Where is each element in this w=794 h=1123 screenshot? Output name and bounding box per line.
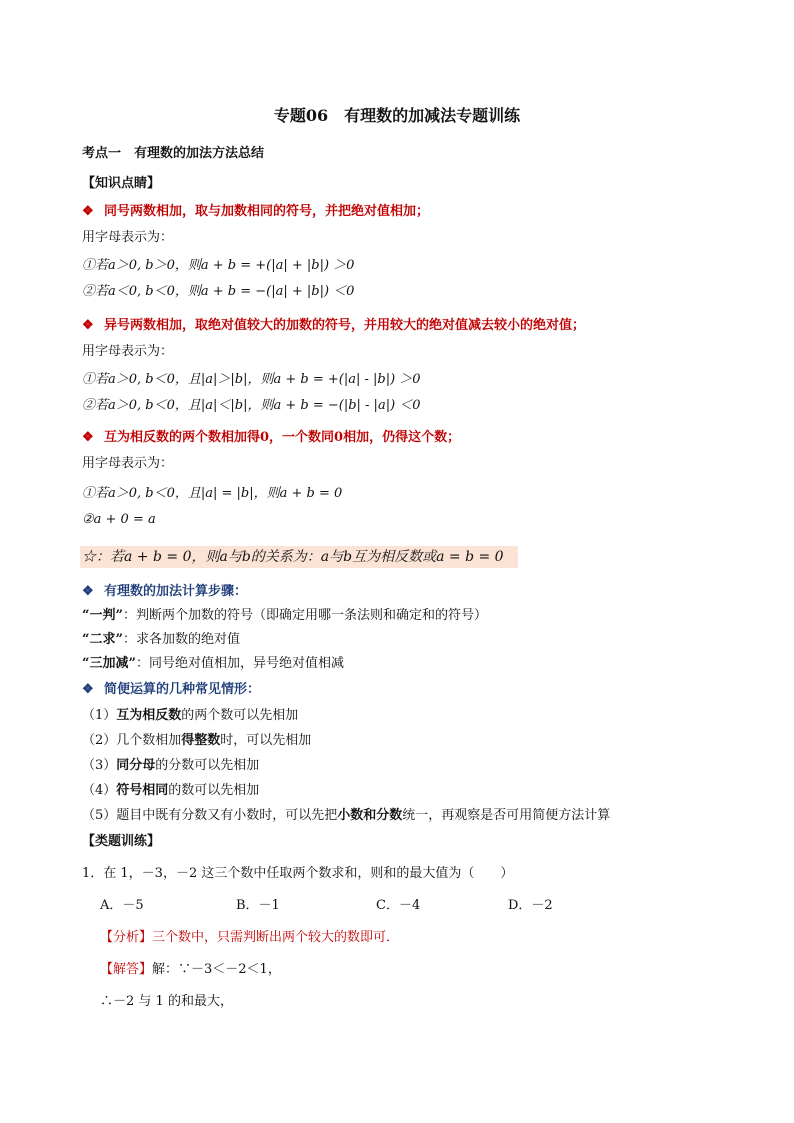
shortcut-bold: 符号相同 <box>116 783 169 798</box>
rule-1-intro: 用字母表示为： <box>82 230 174 245</box>
option-d: D．－2 <box>508 898 553 913</box>
step-label: “三加减” <box>82 656 136 671</box>
shortcut-post: 统一，再观察是否可用简便方法计算 <box>402 808 611 823</box>
shortcut-bold: 同分母 <box>116 758 156 773</box>
rule-2-intro: 用字母表示为： <box>82 344 174 359</box>
step-label: “二求” <box>82 632 123 647</box>
analysis-row <box>100 928 399 948</box>
rule-2-line-2: ②若a＞0, b＜0，且|a|＜|b|，则a + b = −(|b| - |a|) ＜0 <box>82 398 421 413</box>
solution-text: 解：∵－3＜－2＜1， <box>152 962 281 977</box>
rule-3-heading: 互为相反数的两个数相加得0，一个数同0相加，仍得这个数； <box>104 430 461 445</box>
rule-3-heading-row <box>82 428 460 448</box>
step-1 <box>82 606 487 626</box>
diamond-bullet-icon: ❖ <box>82 584 94 599</box>
shortcut-post: 的数可以先相加 <box>168 783 260 798</box>
option-a: A．－5 <box>100 898 144 913</box>
step-2 <box>82 630 240 650</box>
solution-row <box>100 960 281 980</box>
shortcut-pre: （2）几个数相加 <box>82 733 182 748</box>
analysis-text: 三个数中，只需判断出两个较大的数即可． <box>152 930 400 945</box>
shortcut-bold: 互为相反数 <box>116 708 182 723</box>
shortcut-post: 时，可以先相加 <box>220 733 312 748</box>
shortcut-1 <box>82 706 298 726</box>
rule-3-line-2: ②a + 0 = a <box>82 512 156 527</box>
step-text: ：同号绝对值相加，异号绝对值相减 <box>135 656 344 671</box>
knowledge-header: 【知识点睛】 <box>82 176 161 191</box>
section-heading: 考点一 有理数的加法方法总结 <box>82 146 265 161</box>
rule-1-heading-row <box>82 202 429 222</box>
diamond-bullet-icon: ❖ <box>82 318 94 333</box>
rule-1-heading: 同号两数相加，取与加数相同的符号，并把绝对值相加； <box>104 204 430 219</box>
shortcuts-heading: 简便运算的几种常见情形： <box>104 682 261 697</box>
rule-1-line-1: ①若a＞0, b＞0，则a + b = +(|a| + |b|) ＞0 <box>82 258 355 273</box>
practice-header: 【类题训练】 <box>82 834 161 849</box>
shortcut-pre: （3） <box>82 758 117 773</box>
rule-3-line-1: ①若a＞0, b＜0，且|a| = |b|，则a + b = 0 <box>82 486 343 501</box>
shortcuts-heading-row <box>82 680 260 700</box>
step-3 <box>82 654 344 674</box>
steps-heading-row <box>82 582 247 602</box>
shortcut-2 <box>82 731 311 751</box>
page-title: 专题06 有理数的加减法专题训练 <box>273 106 521 125</box>
shortcut-5 <box>82 806 610 826</box>
solution-tag: 【解答】 <box>100 962 153 977</box>
rule-2-line-1: ①若a＞0, b＜0，且|a|＞|b|，则a + b = +(|a| - |b|) ＞0 <box>82 372 421 387</box>
analysis-tag: 【分析】 <box>100 930 153 945</box>
shortcut-pre: （4） <box>82 783 117 798</box>
option-b: B．－1 <box>236 898 280 913</box>
shortcut-pre: （5）题目中既有分数又有小数时，可以先把 <box>82 808 338 823</box>
shortcut-bold: 得整数 <box>181 733 221 748</box>
step-text: ：判断两个加数的符号（即确定用哪一条法则和确定和的符号） <box>122 608 487 623</box>
highlight-text: ☆：若a + b = 0，则a与b的关系为：a与b互为相反数或a = b = 0 <box>82 549 504 565</box>
shortcut-post: 的两个数可以先相加 <box>181 708 299 723</box>
steps-heading: 有理数的加法计算步骤： <box>104 584 248 599</box>
shortcut-post: 的分数可以先相加 <box>155 758 260 773</box>
option-c: C．－4 <box>376 898 421 913</box>
step-text: ：求各加数的绝对值 <box>122 632 240 647</box>
diamond-bullet-icon: ❖ <box>82 682 94 697</box>
shortcut-bold: 小数和分数 <box>337 808 403 823</box>
step-label: “一判” <box>82 608 123 623</box>
rule-3-intro: 用字母表示为： <box>82 456 174 471</box>
question-text: 1．在 1，－3，－2 这三个数中任取两个数求和，则和的最大值为（ ） <box>82 866 514 881</box>
conclusion-text: ∴－2 与 1 的和最大， <box>100 994 233 1009</box>
diamond-bullet-icon: ❖ <box>82 430 94 445</box>
rule-1-line-2: ②若a＜0, b＜0，则a + b = −(|a| + |b|) ＜0 <box>82 284 355 299</box>
shortcut-pre: （1） <box>82 708 117 723</box>
shortcut-3 <box>82 756 259 776</box>
diamond-bullet-icon: ❖ <box>82 204 94 219</box>
rule-2-heading-row <box>82 316 585 336</box>
rule-2-heading: 异号两数相加，取绝对值较大的加数的符号，并用较大的绝对值减去较小的绝对值； <box>104 318 586 333</box>
shortcut-4 <box>82 781 259 801</box>
